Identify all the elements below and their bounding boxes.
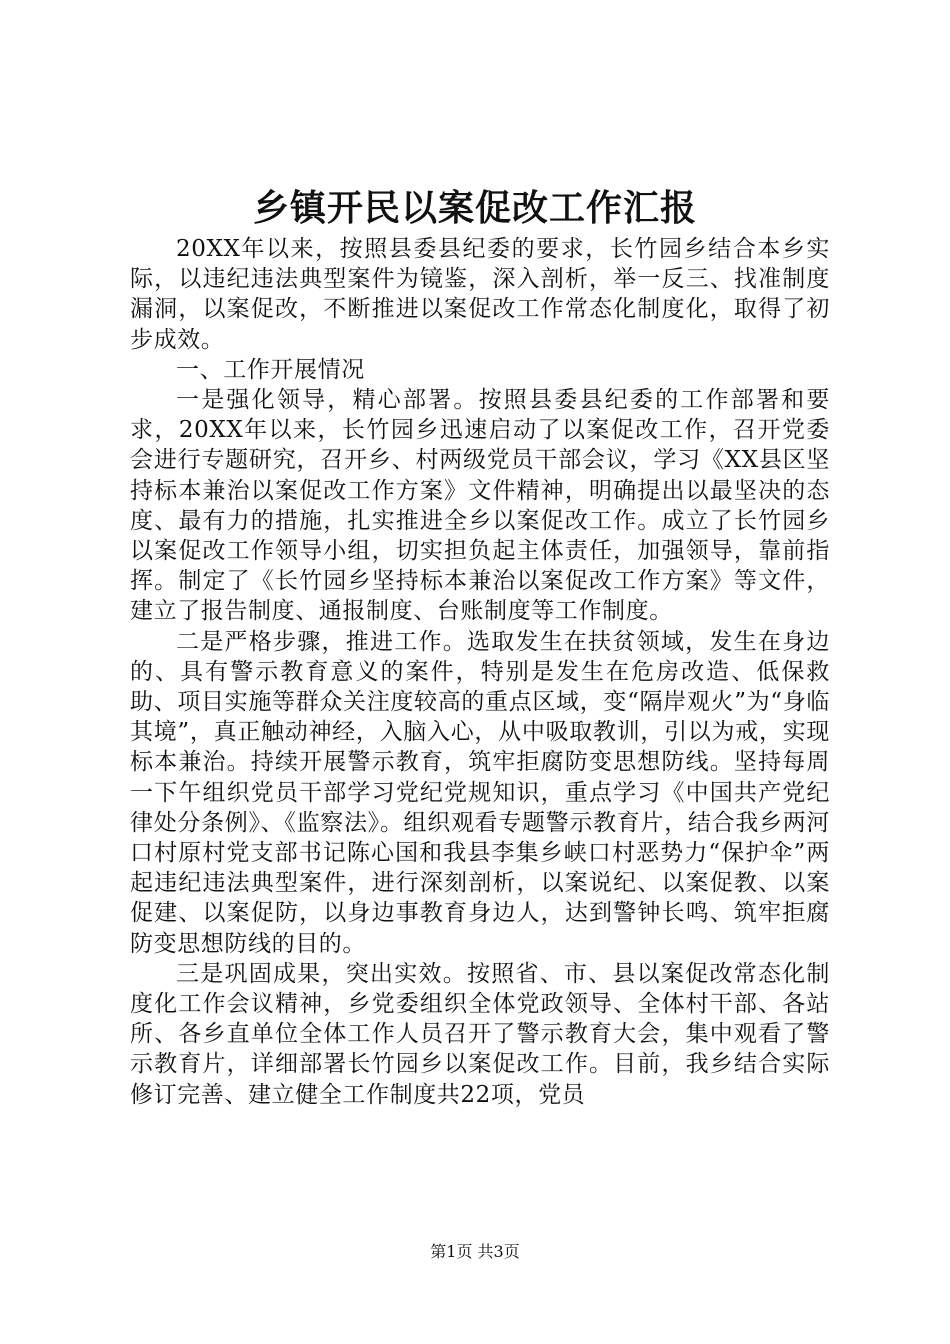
- paragraph-steps: 二是严格步骤，推进工作。选取发生在扶贫领域，发生在身边的、具有警示教育意义的案件，特别是发生在危房改造、低保救助、项目实施等群众关注度较高的重点区域，变“隔岸观火”为“身临其境”，真正触动神经，入脑入心，从中吸取教训，引以为戒，实现标本兼治。持续开展警示教育，筑牢拒腐防变思想防线。坚持每周一下午组织党员干部学习党纪党规知识，重点学习《中国共产党纪律处分条例》、《监察法》。组织观看专题警示教育片，结合我乡两河口村原村党支部书记陈心国和我县李集乡峡口村恶势力“保护伞”两起违纪违法典型案件，进行深刻剖析，以案说纪、以案促教、以案促建、以案促防，以身边事教育身边人，达到警钟长鸣、筑牢拒腐防变思想防线的目的。: [130, 628, 830, 957]
- page-number-footer: 第1页 共3页: [430, 1242, 520, 1261]
- document-title: 乡镇开民以案促改工作汇报: [252, 187, 697, 229]
- section-heading-work-status: 一、工作开展情况: [176, 356, 365, 383]
- paragraph-results: 三是巩固成果，突出实效。按照省、市、县以案促改常态化制度化工作会议精神，乡党委组织全体党政领导、全体村干部、各站所、各乡直单位全体工作人员召开了警示教育大会，集中观看了警示教育片，详细部署长竹园乡以案促改工作。目前，我乡结合实际修订完善、建立健全工作制度共22项，党员: [130, 960, 830, 1108]
- document-body: [130, 234, 830, 1110]
- paragraph-leadership: 一是强化领导，精心部署。按照县委县纪委的工作部署和要求，20XX年以来，长竹园乡迅速启动了以案促改工作，召开党委会进行专题研究，召开乡、村两级党员干部会议，学习《XX县区坚持标本兼治以案促改工作方案》文件精神，明确提出以最坚决的态度、最有力的措施，扎实推进全乡以案促改工作。成立了长竹园乡以案促改工作领导小组，切实担负起主体责任，加强领导，靠前指挥。制定了《长竹园乡坚持标本兼治以案促改工作方案》等文件，建立了报告制度、通报制度、台账制度等工作制度。: [130, 387, 830, 625]
- paragraph-intro: 20XX年以来，按照县委县纪委的要求，长竹园乡结合本乡实际，以违纪违法典型案件为镜鉴，深入剖析，举一反三、找准制度漏洞，以案促改，不断推进以案促改工作常态化制度化，取得了初步成效。: [130, 236, 830, 353]
